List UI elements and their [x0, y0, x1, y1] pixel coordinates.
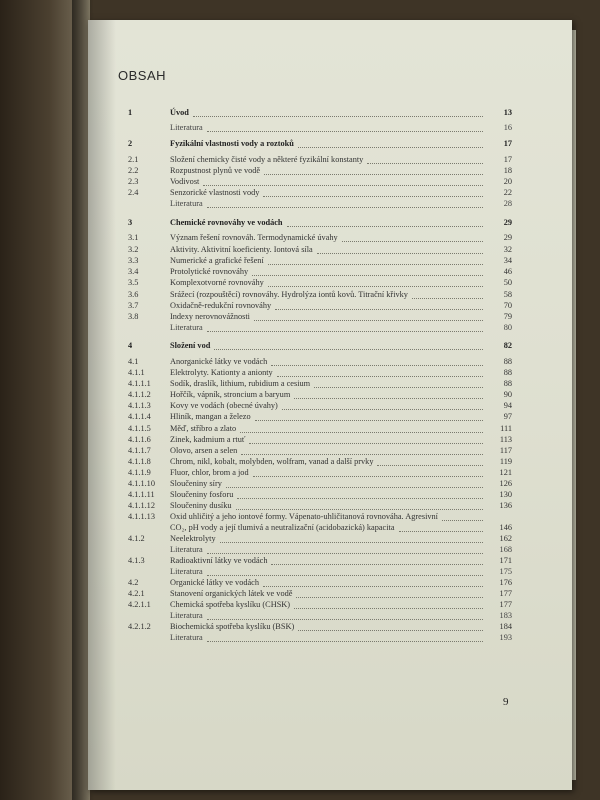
toc-entry-title: Sloučeniny fosforu	[170, 490, 234, 499]
toc-entry-title: Literatura	[170, 567, 203, 576]
toc-leader-dots	[207, 130, 483, 132]
toc-entry-number: 3.8	[128, 312, 139, 321]
toc-leader-dots	[207, 330, 483, 332]
toc-leader-dots	[294, 607, 483, 609]
toc-entry-number: 4.1.3	[128, 556, 145, 565]
toc-entry-title: Rozpustnost plynů ve vodě	[170, 166, 261, 175]
toc-entry-title: Měď, stříbro a zlato	[170, 424, 237, 433]
toc-entry-title: Chemická spotřeba kyslíku (CHSK)	[170, 600, 291, 609]
toc-entry-title: Sloučeniny dusíku	[170, 501, 232, 510]
toc-entry-page: 130	[499, 490, 512, 499]
toc-leader-dots	[237, 497, 483, 499]
toc-entry-page: 88	[503, 357, 512, 366]
toc-entry-page: 46	[503, 267, 512, 276]
toc-entry-title: CO₂, pH vody a její tlumivá a neutralizační (acidobazická) kapacita	[170, 523, 395, 532]
toc-entry-title: Srážecí (rozpouštěcí) rovnováhy. Hydrolýza iontů kovů. Titrační křivky	[170, 290, 408, 299]
toc-entry-page: 177	[499, 600, 512, 609]
toc-entry-title: Literatura	[170, 611, 203, 620]
toc-entry-number: 4.2.1.2	[128, 622, 151, 631]
toc-entry-title: Literatura	[170, 199, 203, 208]
toc-entry-title: Senzorické vlastnosti vody	[170, 188, 260, 197]
toc-entry-title: Numerické a grafické řešení	[170, 256, 264, 265]
toc-entry-number: 4.1.1.12	[128, 501, 155, 510]
toc-leader-dots	[268, 285, 483, 287]
toc-leader-dots	[442, 519, 483, 521]
toc-entry-page: 136	[499, 501, 512, 510]
toc-entry-page: 88	[503, 368, 512, 377]
toc-entry-page: 32	[503, 245, 512, 254]
toc-leader-dots	[298, 629, 483, 631]
toc-leader-dots	[263, 195, 483, 197]
toc-entry-page: 34	[503, 256, 512, 265]
toc-entry-number: 3.5	[128, 278, 139, 287]
toc-leader-dots	[240, 431, 483, 433]
toc-entry-title: Složení vod	[170, 341, 211, 350]
toc-heading: OBSAH	[118, 68, 167, 83]
toc-entry-number: 4.1.1.4	[128, 412, 151, 421]
toc-entry-title: Organické látky ve vodách	[170, 578, 260, 587]
toc-leader-dots	[294, 397, 483, 399]
toc-entry-title: Chrom, nikl, kobalt, molybden, wolfram, vanad a další prvky	[170, 457, 374, 466]
toc-entry-title: Sodík, draslík, lithium, rubidium a cesium	[170, 379, 311, 388]
toc-entry-title: Olovo, arsen a selen	[170, 446, 238, 455]
toc-leader-dots	[342, 240, 483, 242]
toc-entry-page: 82	[503, 341, 512, 350]
toc-entry-page: 97	[503, 412, 512, 421]
toc-entry-page: 22	[503, 188, 512, 197]
toc-entry-title: Literatura	[170, 545, 203, 554]
toc-entry-page: 183	[499, 611, 512, 620]
toc-leader-dots	[249, 442, 483, 444]
toc-entry-title: Biochemická spotřeba kyslíku (BSK)	[170, 622, 295, 631]
toc-entry-page: 29	[503, 233, 512, 242]
toc-entry-title: Protolytické rovnováhy	[170, 267, 249, 276]
toc-chapter-row	[88, 218, 572, 230]
toc-leader-dots	[298, 146, 483, 148]
toc-leader-dots	[207, 574, 483, 576]
toc-entry-title: Elektrolyty. Kationty a anionty	[170, 368, 273, 377]
toc-entry-title: Oxid uhličitý a jeho iontové formy. Vápenato-uhličitanová rovnováha. Agresivní	[170, 512, 438, 521]
toc-entry-title: Literatura	[170, 323, 203, 332]
toc-entry-number: 3	[128, 218, 133, 227]
toc-entry-title: Sloučeniny síry	[170, 479, 222, 488]
toc-leader-dots	[253, 475, 483, 477]
toc-entry-page: 16	[503, 123, 512, 132]
toc-entry-number: 4	[128, 341, 133, 350]
table-of-contents	[88, 20, 572, 790]
toc-leader-dots	[207, 206, 483, 208]
toc-leader-dots	[282, 408, 483, 410]
toc-entry-number: 3.7	[128, 301, 139, 310]
toc-entry-number: 4.1.1.11	[128, 490, 155, 499]
toc-leader-dots	[367, 162, 483, 164]
toc-leader-dots	[296, 596, 483, 598]
book-page	[88, 20, 572, 790]
toc-entry-number: 4.1.1.5	[128, 424, 151, 433]
toc-leader-dots	[203, 184, 483, 186]
toc-chapter-row	[88, 108, 572, 120]
toc-entry-title: Indexy nerovnovážnosti	[170, 312, 250, 321]
toc-entry-title: Stanovení organických látek ve vodě	[170, 589, 293, 598]
toc-entry-number: 1	[128, 108, 133, 117]
toc-entry-number: 2	[128, 139, 133, 148]
toc-entry-page: 171	[499, 556, 512, 565]
toc-entry-number: 4.1.1.7	[128, 446, 151, 455]
toc-row	[88, 278, 572, 290]
toc-entry-number: 3.4	[128, 267, 139, 276]
toc-entry-title: Fluor, chlor, brom a jod	[170, 468, 249, 477]
toc-leader-dots	[412, 297, 483, 299]
toc-leader-dots	[268, 263, 483, 265]
toc-entry-title: Vodivost	[170, 177, 200, 186]
toc-leader-dots	[314, 386, 483, 388]
toc-row	[88, 323, 572, 335]
toc-entry-page: 13	[503, 108, 512, 117]
toc-entry-number: 2.3	[128, 177, 139, 186]
toc-entry-number: 3.2	[128, 245, 139, 254]
toc-entry-page: 176	[499, 578, 512, 587]
toc-entry-title: Literatura	[170, 633, 203, 642]
toc-entry-number: 4.1.1.6	[128, 435, 151, 444]
toc-leader-dots	[193, 115, 483, 117]
toc-entry-page: 18	[503, 166, 512, 175]
toc-entry-title: Radioaktivní látky ve vodách	[170, 556, 268, 565]
toc-entry-page: 70	[503, 301, 512, 310]
toc-entry-number: 4.2.1	[128, 589, 145, 598]
toc-entry-number: 4.1.1.8	[128, 457, 151, 466]
toc-entry-title: Úvod	[170, 108, 189, 117]
toc-entry-page: 80	[503, 323, 512, 332]
toc-entry-number: 3.6	[128, 290, 139, 299]
toc-entry-page: 119	[499, 457, 512, 466]
toc-leader-dots	[317, 252, 483, 254]
toc-entry-number: 4.1.1.1	[128, 379, 151, 388]
toc-leader-dots	[214, 348, 483, 350]
toc-entry-title: Neelektrolyty	[170, 534, 216, 543]
toc-entry-title: Kovy ve vodách (obecné úvahy)	[170, 401, 278, 410]
toc-entry-title: Fyzikální vlastnosti vody a roztoků	[170, 139, 294, 148]
toc-entry-title: Oxidačně-redukční rovnováhy	[170, 301, 272, 310]
toc-row	[88, 199, 572, 211]
toc-entry-number: 2.2	[128, 166, 139, 175]
toc-leader-dots	[226, 486, 483, 488]
toc-leader-dots	[220, 541, 483, 543]
toc-entry-number: 2.4	[128, 188, 139, 197]
toc-entry-title: Zinek, kadmium a rtuť	[170, 435, 246, 444]
toc-leader-dots	[207, 640, 483, 642]
toc-leader-dots	[207, 552, 483, 554]
page-number: 9	[503, 696, 509, 708]
toc-entry-title: Komplexotvorné rovnováhy	[170, 278, 264, 287]
toc-entry-number: 4.1.1.9	[128, 468, 151, 477]
toc-entry-page: 17	[503, 155, 512, 164]
toc-entry-number: 4.1.1.13	[128, 512, 155, 521]
toc-leader-dots	[255, 419, 483, 421]
toc-leader-dots	[271, 563, 483, 565]
toc-entry-number: 4.1.1.3	[128, 401, 151, 410]
toc-entry-page: 50	[503, 278, 512, 287]
toc-entry-number: 4.1.2	[128, 534, 145, 543]
toc-entry-page: 146	[499, 523, 512, 532]
toc-entry-title: Chemické rovnováhy ve vodách	[170, 218, 283, 227]
toc-chapter-row	[88, 139, 572, 151]
toc-entry-number: 3.1	[128, 233, 139, 242]
toc-entry-title: Literatura	[170, 123, 203, 132]
toc-leader-dots	[275, 308, 483, 310]
toc-entry-page: 90	[503, 390, 512, 399]
toc-leader-dots	[377, 464, 483, 466]
toc-row	[88, 412, 572, 424]
toc-leader-dots	[277, 375, 483, 377]
toc-entry-page: 126	[499, 479, 512, 488]
toc-chapter-row	[88, 341, 572, 353]
toc-row	[88, 123, 572, 135]
toc-entry-page: 28	[503, 199, 512, 208]
toc-entry-page: 88	[503, 379, 512, 388]
toc-leader-dots	[252, 274, 483, 276]
toc-leader-dots	[236, 508, 483, 510]
toc-entry-title: Aktivity. Aktivitní koeficienty. Iontová síla	[170, 245, 313, 254]
toc-entry-title: Anorganické látky ve vodách	[170, 357, 268, 366]
toc-entry-page: 17	[503, 139, 512, 148]
toc-entry-title: Význam řešení rovnováh. Termodynamické úvahy	[170, 233, 338, 242]
toc-entry-title: Hořčík, vápník, stroncium a baryum	[170, 390, 291, 399]
toc-entry-number: 3.3	[128, 256, 139, 265]
toc-entry-number: 2.1	[128, 155, 139, 164]
toc-leader-dots	[207, 618, 483, 620]
toc-entry-page: 175	[499, 567, 512, 576]
toc-leader-dots	[263, 585, 483, 587]
toc-entry-number: 4.1	[128, 357, 139, 366]
toc-entry-page: 113	[499, 435, 512, 444]
toc-entry-number: 4.1.1.10	[128, 479, 155, 488]
toc-entry-page: 111	[500, 424, 512, 433]
toc-entry-page: 193	[499, 633, 512, 642]
toc-entry-page: 29	[503, 218, 512, 227]
toc-leader-dots	[254, 319, 483, 321]
toc-leader-dots	[271, 364, 483, 366]
toc-entry-page: 121	[499, 468, 512, 477]
toc-leader-dots	[264, 173, 483, 175]
toc-row	[88, 233, 572, 245]
toc-row	[88, 633, 572, 645]
toc-leader-dots	[287, 225, 483, 227]
toc-entry-number: 4.1.1	[128, 368, 145, 377]
toc-entry-number: 4.2	[128, 578, 139, 587]
toc-entry-page: 94	[503, 401, 512, 410]
toc-entry-page: 117	[499, 446, 512, 455]
toc-leader-dots	[399, 530, 483, 532]
toc-entry-page: 184	[499, 622, 512, 631]
toc-entry-title: Hliník, mangan a železo	[170, 412, 251, 421]
toc-entry-page: 177	[499, 589, 512, 598]
toc-entry-number: 4.2.1.1	[128, 600, 151, 609]
toc-entry-title: Složení chemicky čisté vody a některé fyzikální konstanty	[170, 155, 364, 164]
toc-entry-page: 20	[503, 177, 512, 186]
toc-entry-page: 58	[503, 290, 512, 299]
toc-entry-page: 168	[499, 545, 512, 554]
toc-entry-number: 4.1.1.2	[128, 390, 151, 399]
toc-leader-dots	[241, 453, 483, 455]
toc-entry-page: 79	[503, 312, 512, 321]
toc-entry-page: 162	[499, 534, 512, 543]
